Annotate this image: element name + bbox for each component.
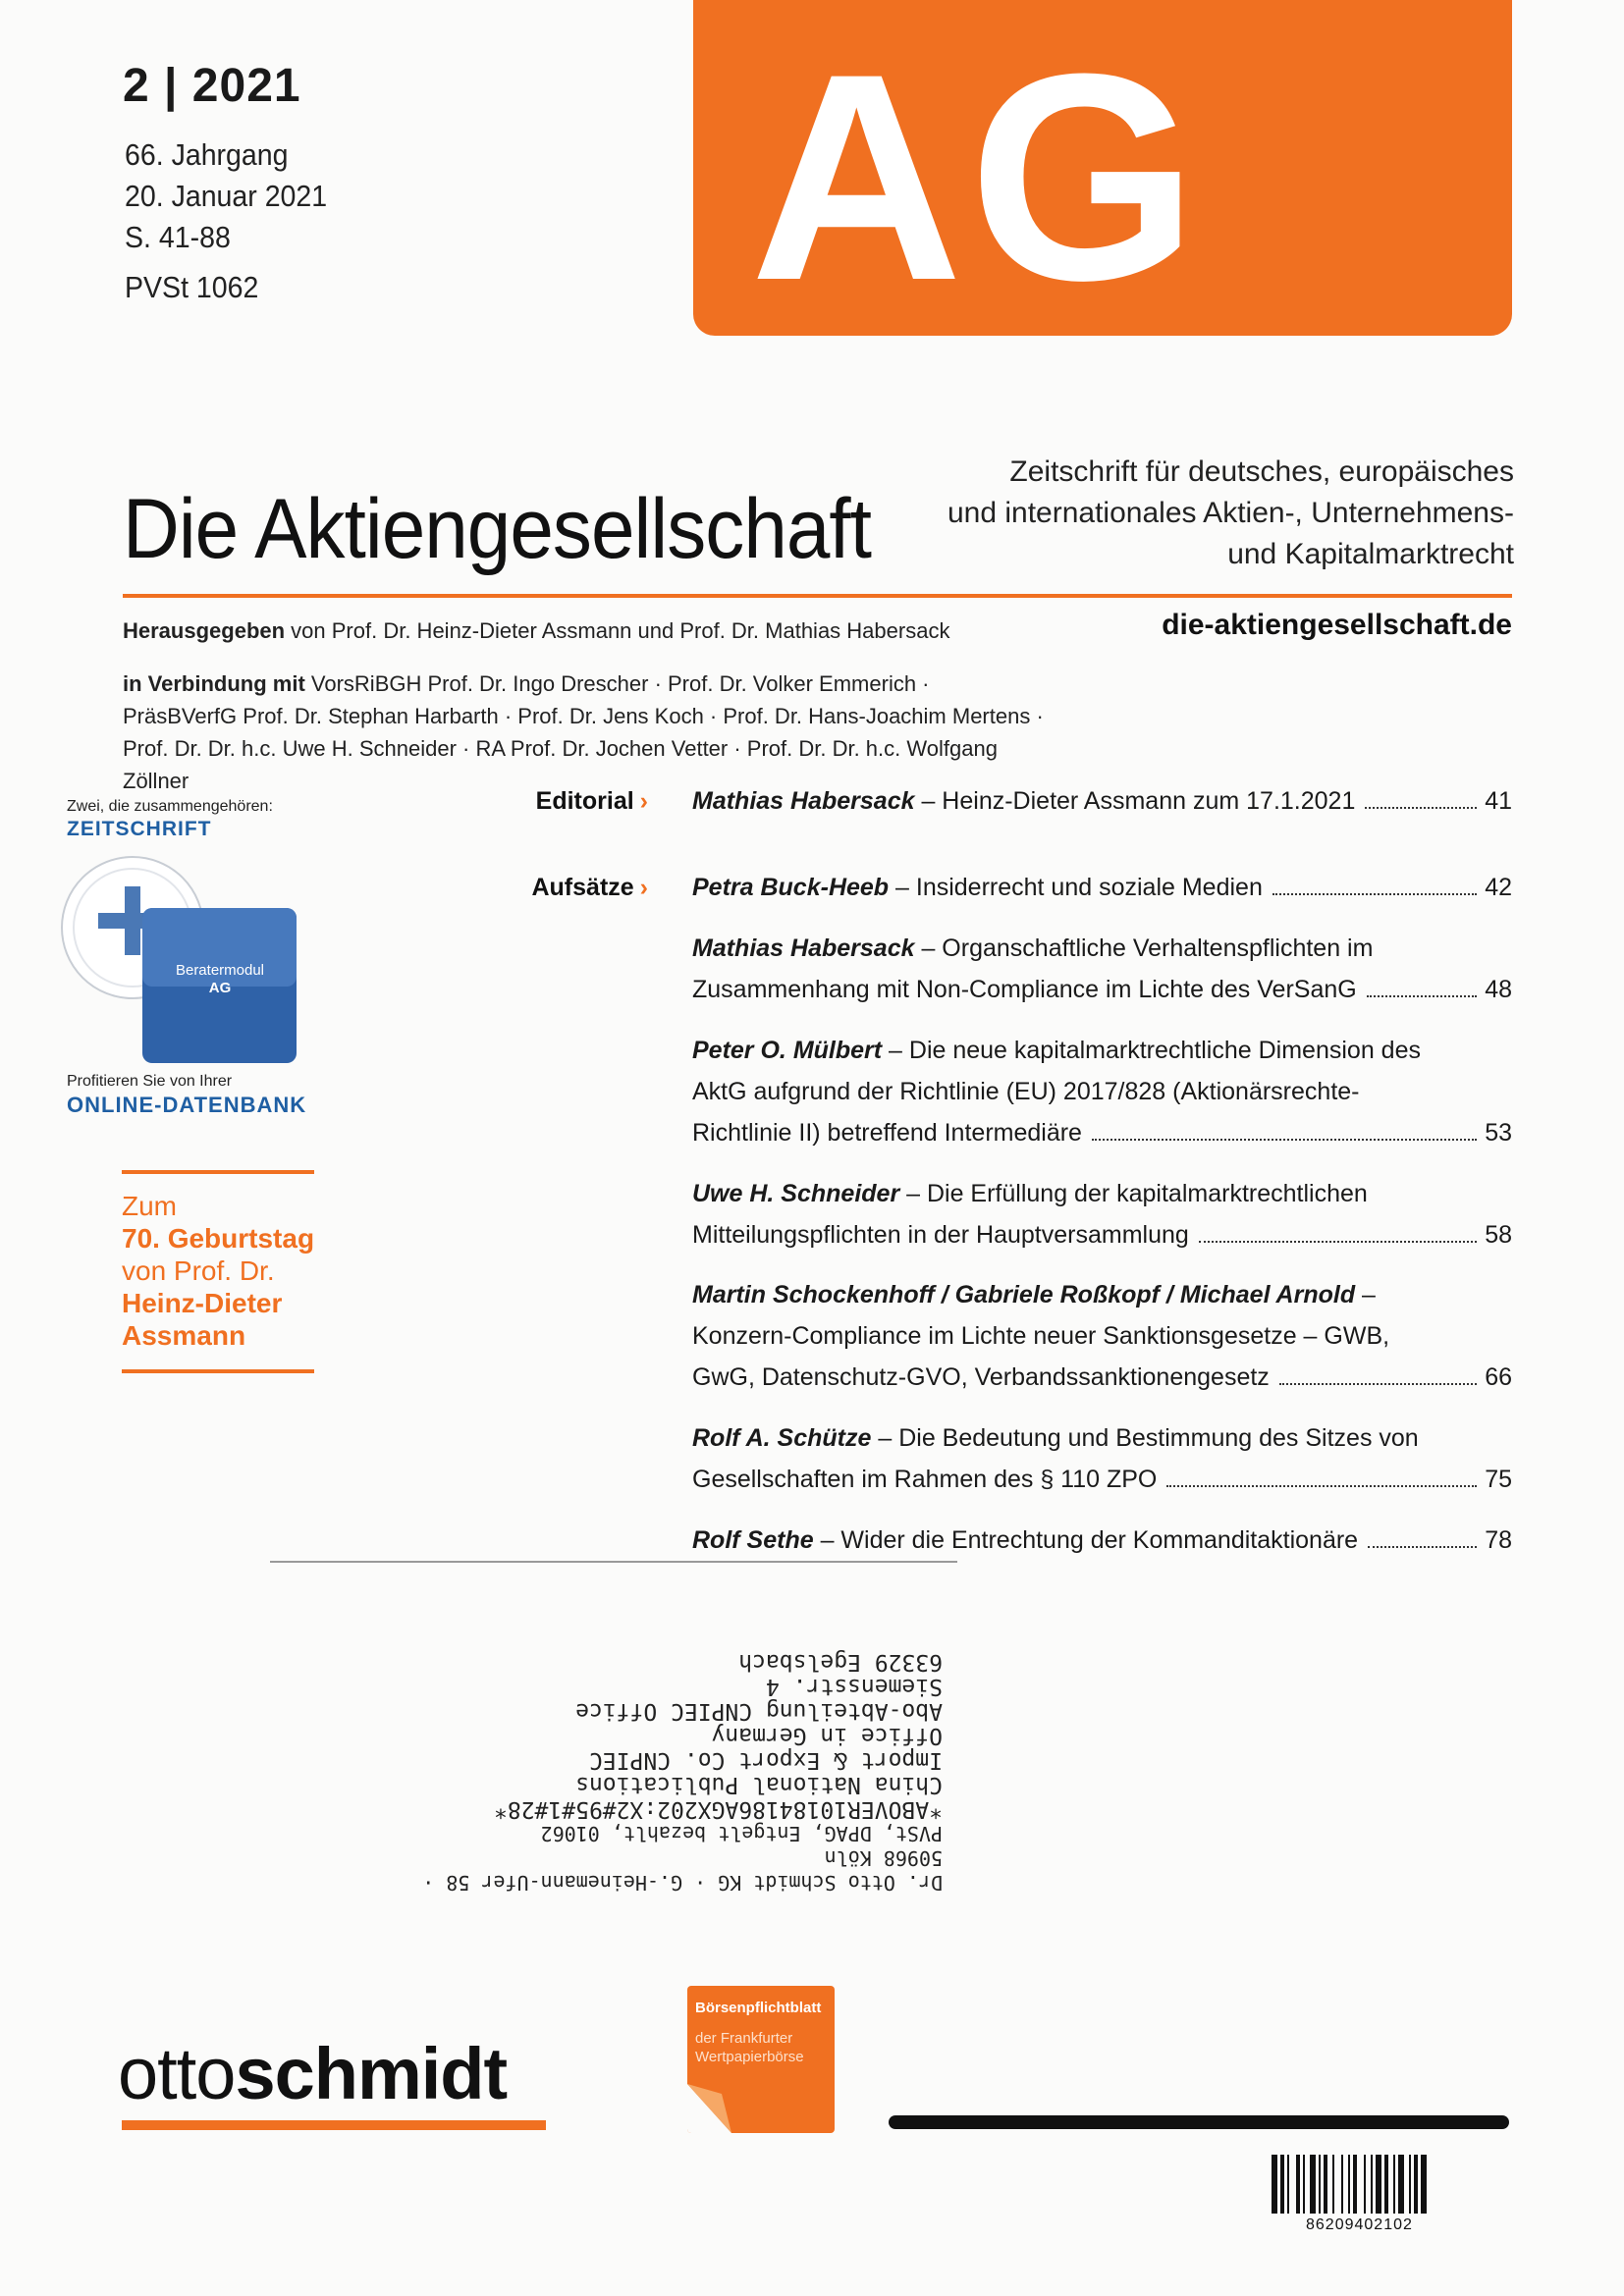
birthday-line: Zum — [122, 1191, 177, 1221]
toc-title: – Wider die Entrechtung der Kommanditaktionäre — [813, 1526, 1359, 1554]
toc-title: – Die Bedeutung und Bestimmung des Sitzes von — [871, 1424, 1419, 1452]
birthday-line: Assmann — [122, 1320, 246, 1351]
editors-line — [123, 618, 949, 644]
address-line: Siemensstr. 4 — [765, 1674, 943, 1699]
toc-label-articles — [491, 874, 648, 902]
badge-line: der Frankfurter — [695, 2030, 793, 2047]
birthday-dedication — [122, 1190, 314, 1352]
toc-label-text: Editorial — [535, 787, 634, 815]
toc-page: 53 — [1485, 1119, 1512, 1147]
toc-entry[interactable] — [692, 1030, 1512, 1153]
page-range: S. 41-88 — [125, 220, 231, 254]
logo-part: schmidt — [235, 2033, 508, 2114]
ag-logo-letters: AG — [750, 12, 1204, 342]
address-line: Abo-Abteilung CNPIEC Office — [575, 1698, 943, 1724]
toc-author: Mathias Habersack — [692, 787, 915, 815]
badge-subtitle — [695, 2029, 804, 2066]
toc-title: – Die neue kapitalmarktrechtliche Dimension des — [882, 1037, 1421, 1064]
journal-subtitle — [947, 452, 1514, 575]
subtitle-line: und Kapitalmarktrecht — [1227, 538, 1514, 570]
toc-page: 66 — [1485, 1363, 1512, 1391]
toc-entry[interactable] — [692, 1173, 1512, 1255]
toc-label-editorial — [491, 787, 648, 816]
logo-underline — [122, 2120, 546, 2130]
toc-entry-editorial[interactable] — [692, 780, 1512, 822]
header-divider — [123, 594, 1512, 598]
toc-title: AktG aufgrund der Richtlinie (EU) 2017/828 (Aktionärsrechte- — [692, 1078, 1360, 1105]
toc-page: 42 — [1485, 874, 1512, 901]
address-line: Office in Germany — [711, 1723, 943, 1748]
toc-entry[interactable] — [692, 1520, 1512, 1561]
address-line: 63329 Egelsbach — [738, 1649, 943, 1675]
address-line: China National Publications — [575, 1772, 943, 1797]
cooperation-label: in Verbindung mit — [123, 671, 305, 696]
birthday-rule-bottom — [122, 1369, 314, 1373]
toc-page: 75 — [1485, 1466, 1512, 1493]
publisher-logo — [118, 2032, 507, 2115]
module-line: Beratermodul — [175, 962, 265, 979]
toc-page: 58 — [1485, 1221, 1512, 1249]
toc-page: 48 — [1485, 976, 1512, 1003]
promo-zeitschrift: ZEITSCHRIFT — [67, 818, 212, 840]
address-line: *ABOVER10184186AGX202:X2#95#1#28* — [494, 1796, 943, 1822]
barcode-icon — [1272, 2155, 1512, 2214]
chevron-right-icon: › — [639, 787, 648, 815]
address-line: PVSt, DPAG, Entgelt bezahlt, 01062 — [540, 1822, 943, 1845]
subtitle-line: und internationales Aktien-, Unternehmens- — [947, 497, 1514, 529]
toc-page: 78 — [1485, 1526, 1512, 1554]
promo-tagline: Zwei, die zusammengehören: — [67, 798, 273, 815]
ag-logo-box — [693, 0, 1512, 342]
toc-title: Richtlinie II) betreffend Intermediäre — [692, 1119, 1082, 1147]
volume: 66. Jahrgang — [125, 137, 289, 172]
journal-title: Die Aktiengesellschaft — [123, 482, 872, 576]
address-window-edge — [270, 1561, 957, 1563]
birthday-line: Heinz-Dieter — [122, 1288, 283, 1318]
journal-url[interactable]: die-aktiengesellschaft.de — [1162, 609, 1512, 641]
address-line: Import & Export Co. CNPIEC — [588, 1747, 943, 1773]
issue-date: 20. Januar 2021 — [125, 179, 328, 213]
badge-line: Wertpapierbörse — [695, 2049, 804, 2065]
issue-number: 2 | 2021 — [123, 60, 301, 112]
toc-title: GwG, Datenschutz-GVO, Verbandssanktionengesetz — [692, 1363, 1270, 1391]
black-bar — [889, 2115, 1509, 2129]
birthday-line: von Prof. Dr. — [122, 1255, 275, 1286]
address-line: Dr. Otto Schmidt KG · G.-Heinemann-Ufer 58 · 50968 Köln — [422, 1846, 943, 1895]
module-line: AG — [208, 980, 232, 996]
toc-author: Petra Buck-Heeb — [692, 874, 890, 901]
toc-title: – Die Erfüllung der kapitalmarktrechtlichen — [899, 1180, 1368, 1207]
pvst-number: PVSt 1062 — [125, 270, 259, 304]
subtitle-line: Zeitschrift für deutsches, europäisches — [1009, 455, 1514, 488]
cooperation-line: VorsRiBGH Prof. Dr. Ingo Drescher · Prof. Dr. Volker Emmerich · — [304, 671, 930, 696]
cooperation-block — [123, 667, 1065, 797]
boersenpflichtblatt-badge — [687, 1986, 835, 2133]
module-label — [171, 962, 269, 997]
beratermodul-graphic — [59, 854, 304, 1070]
toc-title: – Organschaftliche Verhaltenspflichten im — [914, 934, 1374, 962]
badge-title: Börsenpflichtblatt — [695, 2000, 822, 2016]
toc-author: Uwe H. Schneider — [692, 1180, 900, 1207]
toc-title: – Heinz-Dieter Assmann zum 17.1.2021 — [914, 787, 1356, 815]
toc-entry[interactable] — [692, 867, 1512, 908]
toc-title: Mitteilungspflichten in der Hauptversammlung — [692, 1221, 1189, 1249]
toc-author: Martin Schockenhoff / Gabriele Roßkopf / Michael Arnold — [692, 1281, 1356, 1308]
toc-title: Zusammenhang mit Non-Compliance im Lichte des VerSanG — [692, 976, 1357, 1003]
promo-online-db: ONLINE-DATENBANK — [67, 1093, 307, 1117]
promo-subline: Profitieren Sie von Ihrer — [67, 1073, 233, 1090]
mailing-address — [422, 1649, 943, 1895]
birthday-rule-top — [122, 1170, 314, 1174]
toc-author: Mathias Habersack — [692, 934, 915, 962]
editors-names: von Prof. Dr. Heinz-Dieter Assmann und Prof. Dr. Mathias Habersack — [285, 618, 950, 643]
logo-part: otto — [118, 2033, 236, 2114]
toc-author: Peter O. Mülbert — [692, 1037, 883, 1064]
toc-title: Gesellschaften im Rahmen des § 110 ZPO — [692, 1466, 1158, 1493]
toc-entry[interactable] — [692, 1417, 1512, 1500]
chevron-right-icon: › — [639, 874, 648, 901]
editors-label: Herausgegeben — [123, 618, 286, 643]
toc-title: – Insiderrecht und soziale Medien — [889, 874, 1263, 901]
toc-title: – — [1355, 1281, 1376, 1308]
cooperation-line: PräsBVerfG Prof. Dr. Stephan Harbarth · Prof. Dr. Jens Koch · Prof. Dr. Hans-Joachim Mertens · — [123, 704, 1044, 728]
barcode-number: 86209402102 — [1306, 2216, 1413, 2233]
birthday-line: 70. Geburtstag — [122, 1223, 315, 1254]
toc-label-text: Aufsätze — [531, 874, 634, 901]
toc-page: 41 — [1485, 787, 1512, 815]
toc-author: Rolf Sethe — [692, 1526, 814, 1554]
toc-author: Rolf A. Schütze — [692, 1424, 872, 1452]
toc-title: Konzern-Compliance im Lichte neuer Sanktionsgesetze – GWB, — [692, 1322, 1390, 1350]
toc-entry[interactable] — [692, 928, 1512, 1010]
cooperation-line: Prof. Dr. Dr. h.c. Uwe H. Schneider · RA Prof. Dr. Jochen Vetter · Prof. Dr. Dr. h.c. Wolfgang Zöllner — [123, 736, 998, 793]
toc-entry[interactable] — [692, 1274, 1512, 1398]
